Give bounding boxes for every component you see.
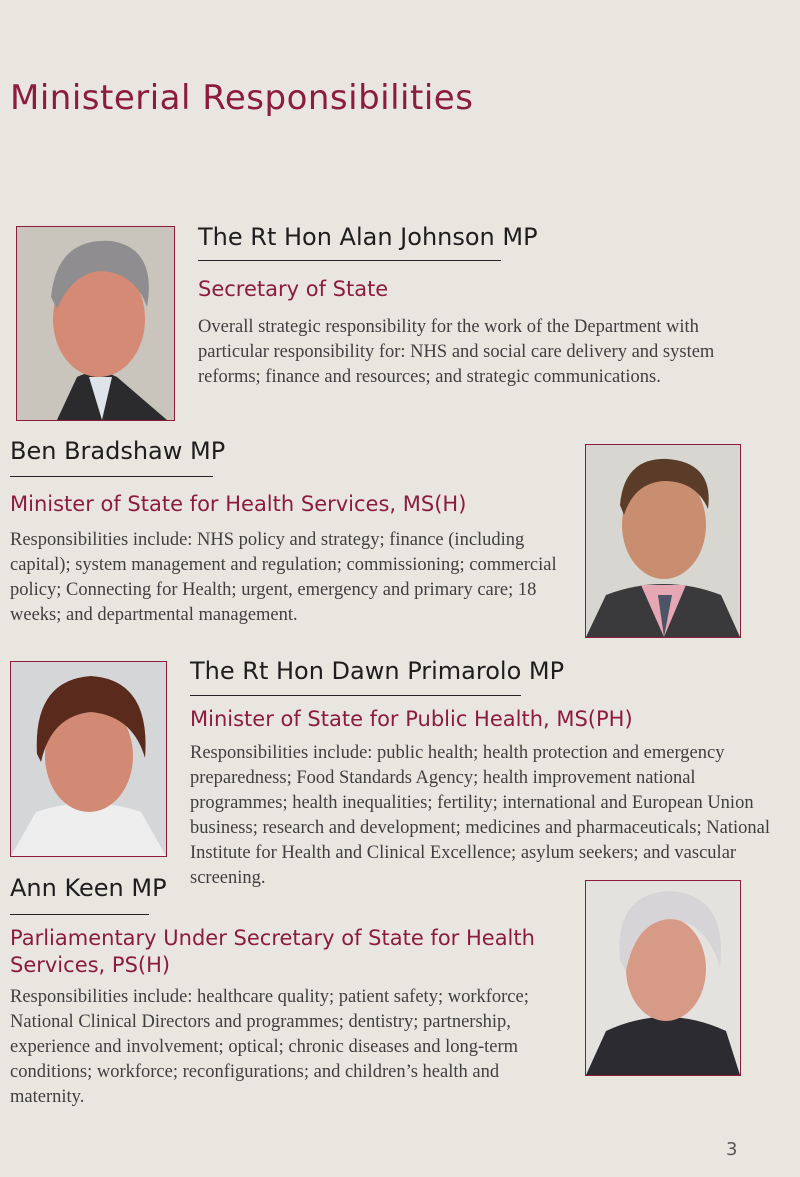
minister-description: Overall strategic responsibility for the work of the Department with particular responsibility for: NHS and social care delivery and system reforms; finance and resources; and strategic communications. [198, 317, 715, 387]
minister-name: Ben Bradshaw MP [10, 437, 226, 465]
minister-role: Parliamentary Under Secretary of State for Health Services, PS(H) [10, 926, 535, 977]
portrait-alan-johnson [16, 226, 175, 421]
portrait-ann-keen [585, 880, 741, 1076]
divider [10, 914, 149, 915]
divider [10, 476, 213, 477]
minister-description: Responsibilities include: public health; health protection and emergency preparedness; Food Standards Agency; health improvement national programmes; health inequalities; fertility; international and European Union business; research and development; medicines and pharmaceuticals; National Institute for Health and Clinical Excellence; asylum seekers; and vascular screening. [190, 743, 770, 888]
page-title: Ministerial Responsibilities [10, 78, 474, 118]
minister-description: Responsibilities include: NHS policy and strategy; finance (including capital); system management and regulation; commissioning; commercial policy; Connecting for Health; urgent, emergency and primary care; 18 weeks; and departmental management. [10, 530, 557, 625]
minister-name: The Rt Hon Alan Johnson MP [198, 223, 538, 251]
minister-name: The Rt Hon Dawn Primarolo MP [190, 657, 565, 685]
divider [190, 695, 521, 696]
minister-role: Minister of State for Health Services, MS(H) [10, 492, 467, 516]
minister-description: Responsibilities include: healthcare quality; patient safety; workforce; National Clinical Directors and programmes; dentistry; partnership, experience and involvement; optical; chronic diseases and long-term conditions; workforce; reconfigurations; and children’s health and maternity. [10, 987, 529, 1107]
portrait-ben-bradshaw [585, 444, 741, 638]
portrait-dawn-primarolo [10, 661, 167, 857]
page-number: 3 [726, 1139, 738, 1160]
minister-role: Secretary of State [198, 277, 389, 301]
divider [198, 260, 501, 261]
minister-name: Ann Keen MP [10, 874, 167, 902]
minister-role: Minister of State for Public Health, MS(PH) [190, 707, 633, 731]
